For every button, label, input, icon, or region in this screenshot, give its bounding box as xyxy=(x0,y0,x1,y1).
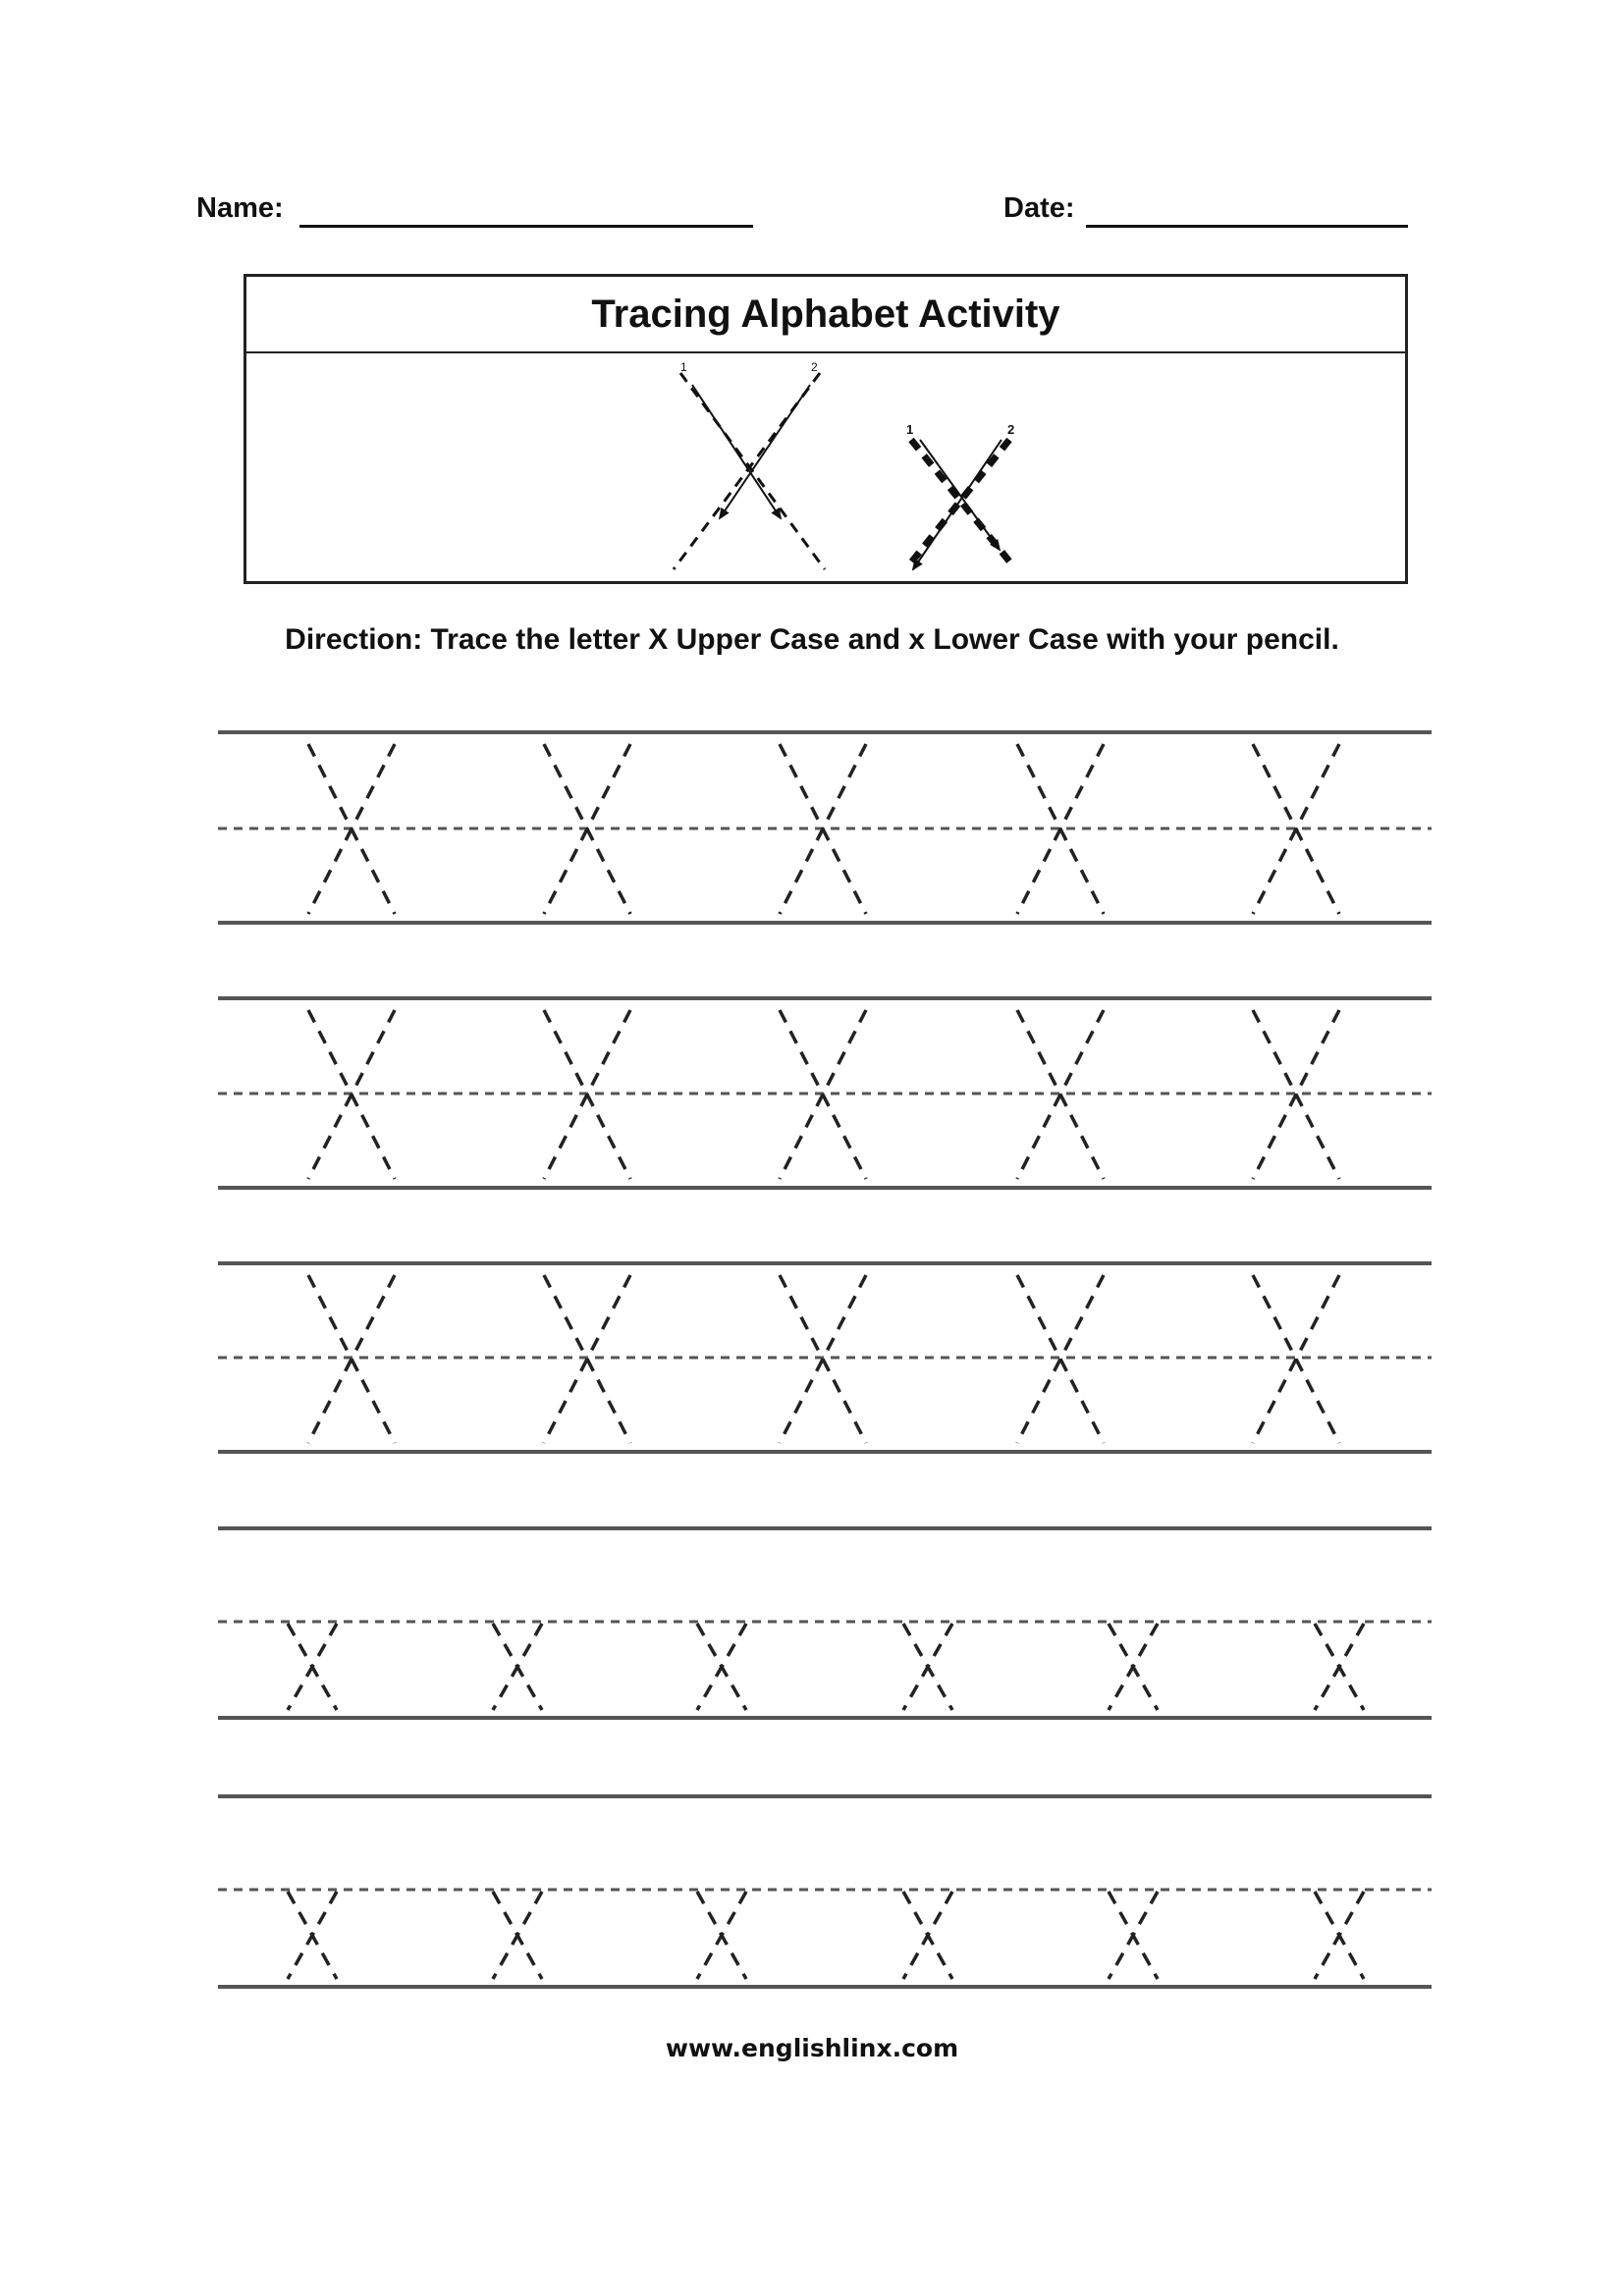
trace-lower-x-stroke xyxy=(1109,1624,1158,1710)
trace-lower-x-stroke xyxy=(1315,1624,1364,1710)
trace-lower-x-stroke xyxy=(288,1624,337,1710)
demo-lower-number-2: 2 xyxy=(1007,422,1015,437)
direction-text: Direction: Trace the letter X Upper Case and x Lower Case with your pencil. xyxy=(285,623,1339,656)
trace-lower-x-stroke xyxy=(697,1892,746,1979)
footer-url: www.englishlinx.com xyxy=(665,2034,959,2062)
trace-lower-x-stroke xyxy=(493,1892,542,1979)
trace-lower-x-stroke xyxy=(1109,1892,1158,1979)
activity-title: Tracing Alphabet Activity xyxy=(591,293,1060,336)
trace-lower-x-stroke xyxy=(1315,1892,1364,1979)
trace-lower-x-stroke xyxy=(493,1624,542,1710)
trace-lower-x-stroke xyxy=(697,1624,746,1710)
trace-lower-x-stroke xyxy=(903,1892,952,1979)
demo-upper-number-1: 1 xyxy=(680,360,687,374)
demo-upper-number-2: 2 xyxy=(811,360,818,374)
trace-lower-x-stroke xyxy=(903,1624,952,1710)
trace-lower-x-stroke xyxy=(288,1892,337,1979)
name-label: Name: xyxy=(196,192,284,224)
demo-lower-number-1: 1 xyxy=(906,422,914,437)
date-label: Date: xyxy=(1003,192,1075,224)
